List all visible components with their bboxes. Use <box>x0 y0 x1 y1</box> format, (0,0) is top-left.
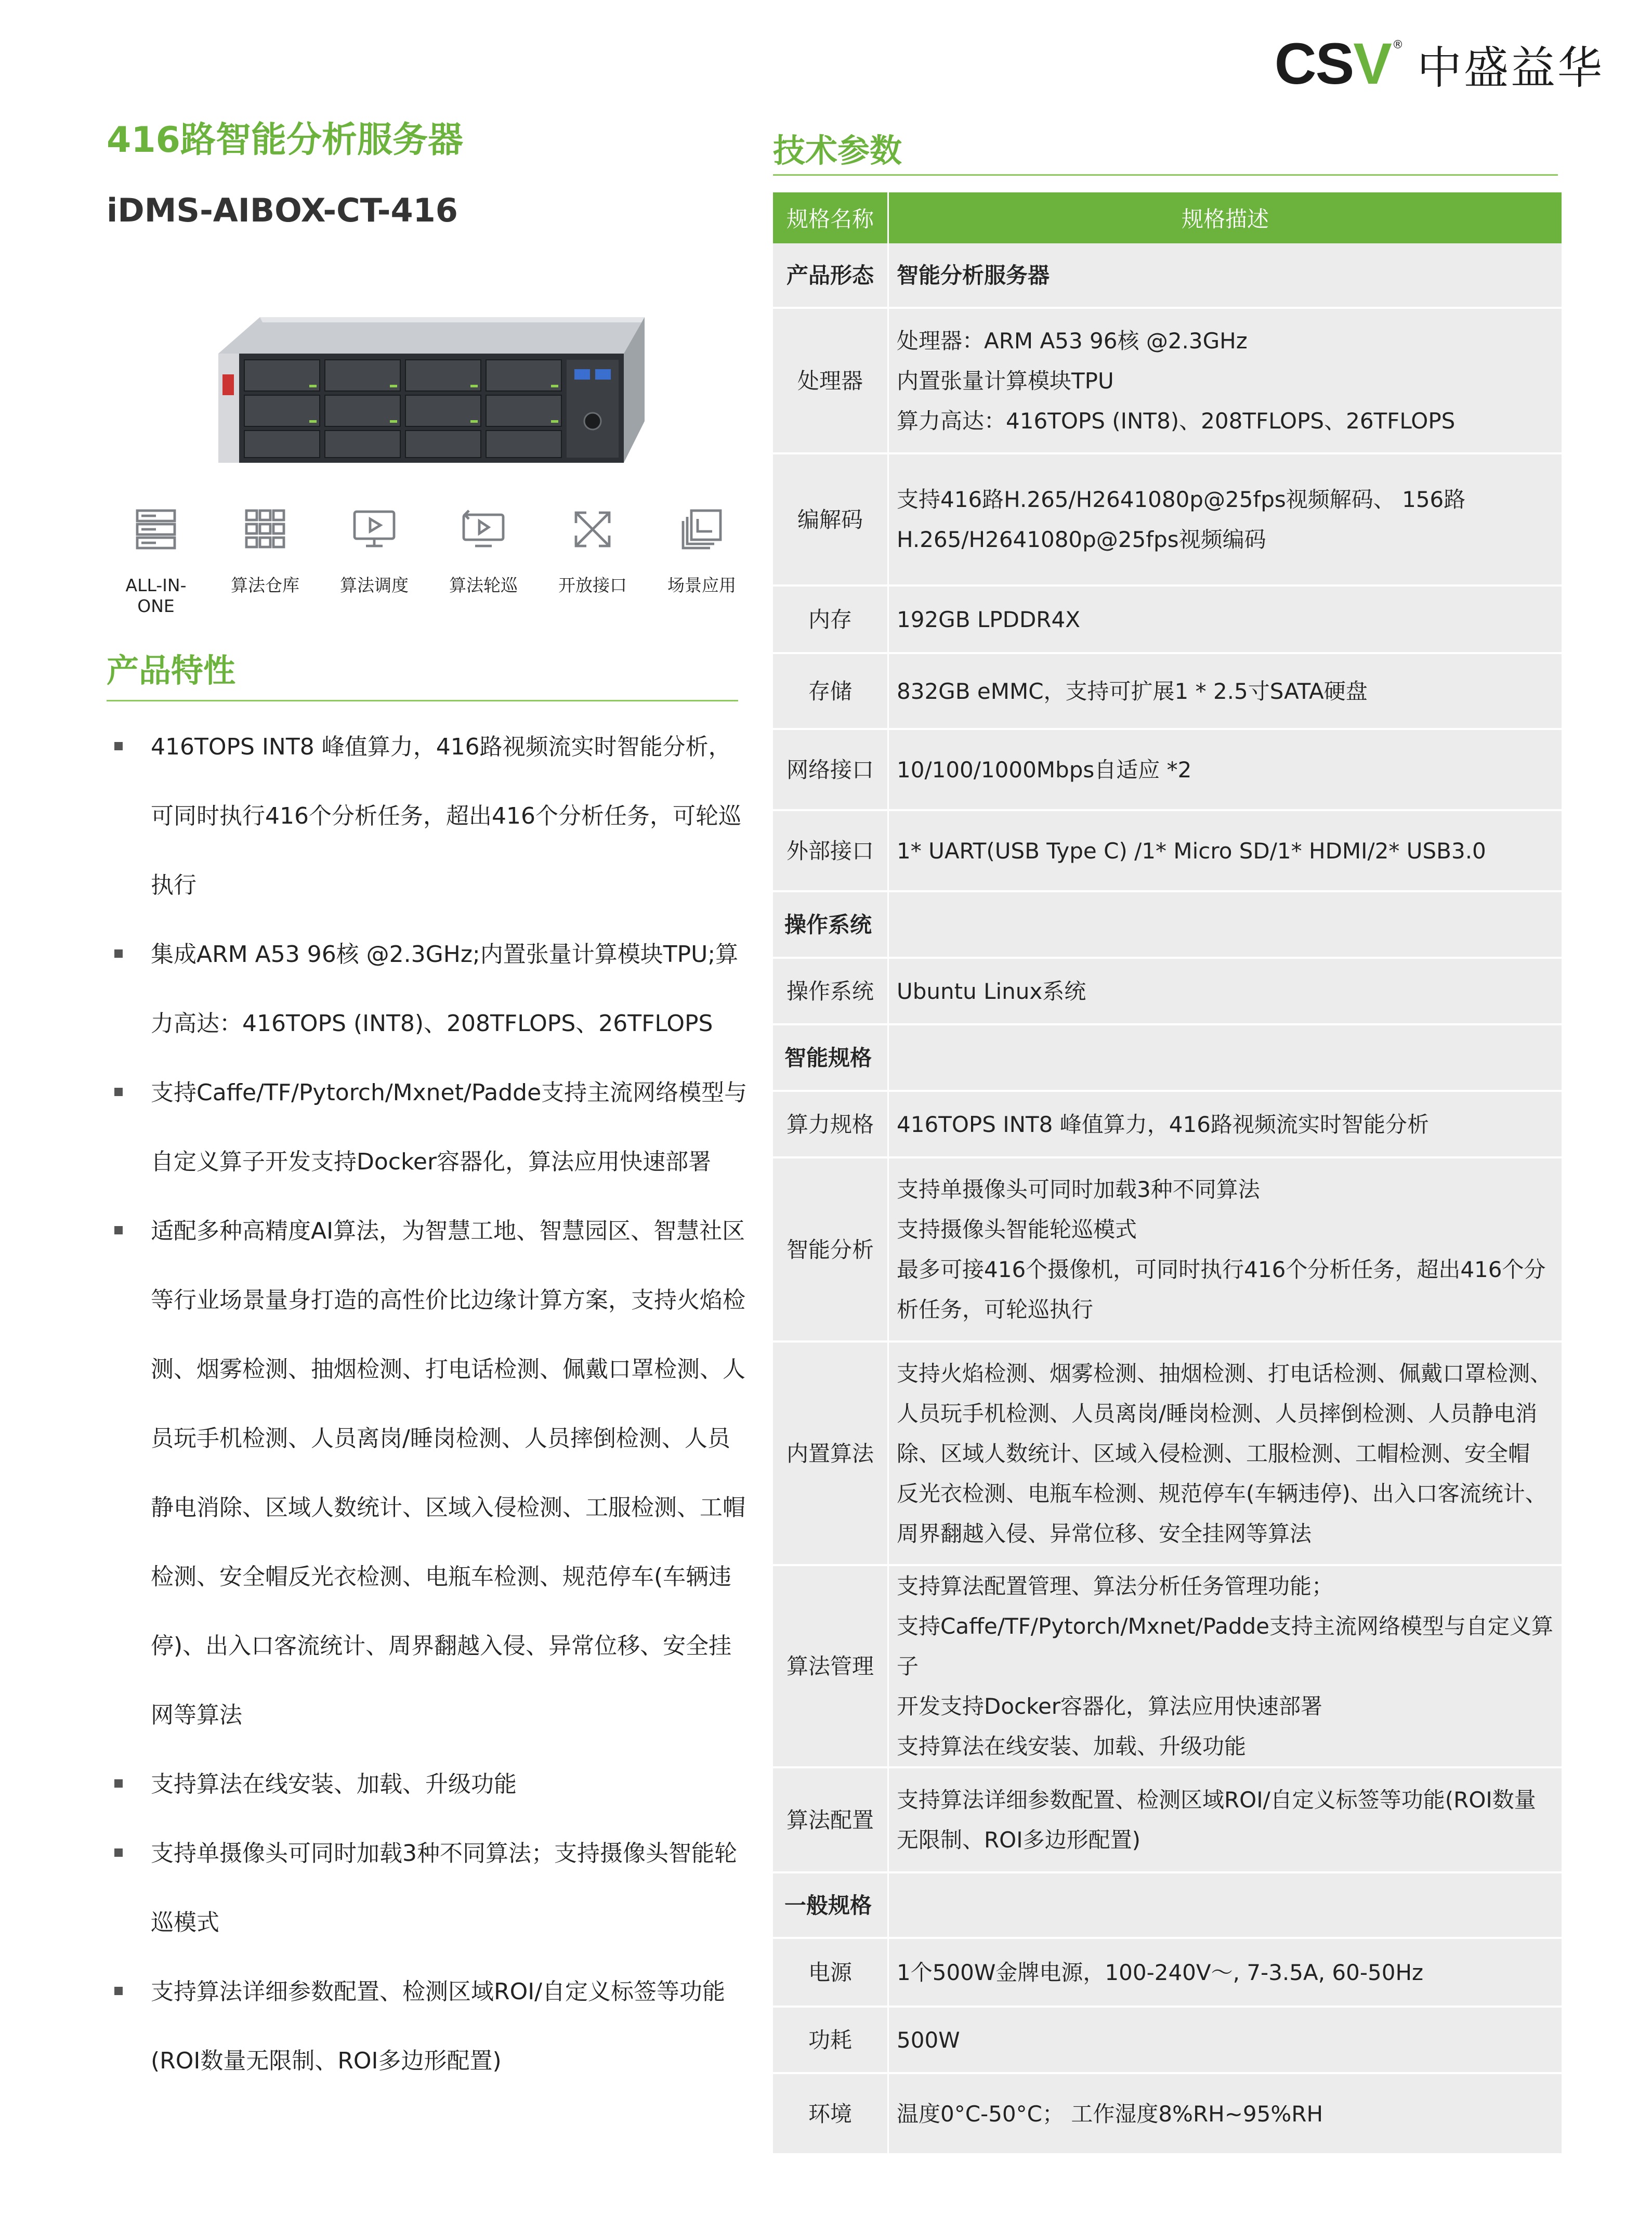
spec-value-line: 温度0°C-50°C； 工作湿度8%RH~95%RH <box>897 2101 1323 2127</box>
spec-name: 操作系统 <box>773 891 888 958</box>
spec-header-desc: 规格描述 <box>888 192 1563 243</box>
spec-table <box>773 192 1563 2155</box>
logo-mark: CSV <box>1274 31 1391 96</box>
icon-cell-all-in-one <box>101 504 211 617</box>
icon-cell-algorithm-schedule <box>320 504 429 617</box>
monitor-play-icon <box>349 504 399 554</box>
spec-row <box>773 958 1563 1024</box>
spec-value <box>888 1342 1563 1565</box>
spec-value-line: 支持算法在线安装、加载、升级功能 <box>897 1734 1247 1759</box>
spec-value <box>888 308 1563 453</box>
brand-logo <box>1275 30 1604 97</box>
layers-icon <box>677 504 727 554</box>
spec-name: 操作系统 <box>773 958 888 1024</box>
spec-value <box>888 1091 1563 1157</box>
spec-value-line: 416TOPS INT8 峰值算力，416路视频流实时智能分析 <box>897 1111 1429 1137</box>
feature-icons <box>101 504 756 617</box>
spec-name: 内存 <box>773 585 888 653</box>
spec-row <box>773 1938 1563 2007</box>
feature-item: 支持单摄像头可同时加载3种不同算法；支持摄像头智能轮巡模式 <box>109 1819 749 1957</box>
spec-row <box>773 2007 1563 2073</box>
spec-value <box>888 585 1563 653</box>
spec-name: 电源 <box>773 1938 888 2007</box>
rotate-monitor-icon <box>458 504 508 554</box>
spec-value-line: 支持单摄像头可同时加载3种不同算法 <box>897 1177 1260 1202</box>
logo-name: 中盛益华 <box>1417 42 1604 94</box>
spec-name: 功耗 <box>773 2007 888 2073</box>
icon-label: 算法仓库 <box>231 575 299 595</box>
icon-cell-scene-application <box>647 504 756 617</box>
spec-category-row <box>773 1024 1563 1091</box>
spec-name: 处理器 <box>773 308 888 453</box>
spec-value-line: 支持摄像头智能轮巡模式 <box>897 1217 1137 1242</box>
feature-item: 支持算法详细参数配置、检测区域ROI/自定义标签等功能(ROI数量无限制、ROI多边形配置) <box>109 1957 749 2095</box>
grid-icon <box>240 504 290 554</box>
spec-value-line: 500W <box>897 2027 960 2053</box>
spec-name: 内置算法 <box>773 1342 888 1565</box>
spec-value-line: 周界翻越入侵、异常位移、安全挂网等算法 <box>897 1520 1312 1546</box>
feature-item: 集成ARM A53 96核 @2.3GHz;内置张量计算模块TPU;算力高达：416TOPS (INT8)、208TFLOPS、26TFLOPS <box>109 920 749 1058</box>
spec-value <box>888 453 1563 585</box>
spec-value-line: 人员玩手机检测、人员离岗/睡岗检测、人员摔倒检测、人员静电消 <box>897 1400 1538 1426</box>
spec-value-line: 支持416路H.265/H2641080p@25fps视频解码、 156路 <box>897 487 1466 512</box>
spec-row <box>773 1767 1563 1872</box>
spec-category-row <box>773 891 1563 958</box>
spec-row <box>773 1565 1563 1767</box>
spec-value-line: 内置张量计算模块TPU <box>897 368 1114 394</box>
feature-item: 支持算法在线安装、加载、升级功能 <box>109 1750 749 1819</box>
expand-arrows-icon <box>568 504 618 554</box>
spec-value <box>888 2007 1563 2073</box>
spec-header-name: 规格名称 <box>773 192 888 243</box>
spec-value <box>888 243 1563 308</box>
spec-value-line: 1* UART(USB Type C) /1* Micro SD/1* HDMI/2* USB3.0 <box>897 838 1486 864</box>
spec-value <box>888 1767 1563 1872</box>
spec-value-line: 支持Caffe/TF/Pytorch/Mxnet/Padde支持主流网络模型与自定义算子 <box>897 1613 1554 1679</box>
spec-row <box>773 729 1563 810</box>
spec-value-line: 10/100/1000Mbps自适应 *2 <box>897 757 1192 783</box>
icon-label: 开放接口 <box>558 575 627 595</box>
spec-name: 存储 <box>773 653 888 729</box>
spec-name: 算法管理 <box>773 1565 888 1767</box>
spec-row <box>773 453 1563 585</box>
spec-name: 网络接口 <box>773 729 888 810</box>
spec-name: 产品形态 <box>773 243 888 308</box>
spec-value-line: 支持火焰检测、烟雾检测、抽烟检测、打电话检测、佩戴口罩检测、 <box>897 1360 1552 1386</box>
features-heading: 产品特性 <box>107 652 236 689</box>
spec-name: 算力规格 <box>773 1091 888 1157</box>
spec-row <box>773 243 1563 308</box>
icon-label: 算法轮巡 <box>449 575 518 595</box>
spec-row <box>773 308 1563 453</box>
spec-name: 外部接口 <box>773 810 888 891</box>
icon-label: 算法调度 <box>340 575 409 595</box>
spec-value-line: 1个500W金牌电源，100-240V～, 7-3.5A, 60-50Hz <box>897 1959 1424 1985</box>
spec-value <box>888 810 1563 891</box>
spec-value <box>888 2073 1563 2154</box>
spec-name: 编解码 <box>773 453 888 585</box>
spec-value <box>888 1938 1563 2007</box>
spec-value <box>888 1157 1563 1342</box>
icon-cell-open-interface <box>538 504 647 617</box>
product-model: iDMS-AIBOX-CT-416 <box>107 191 458 229</box>
spec-row <box>773 1091 1563 1157</box>
spec-value-line: 最多可接416个摄像机，可同时执行416个分析任务，超出416个分 <box>897 1257 1546 1282</box>
spec-name: 智能规格 <box>773 1024 888 1091</box>
feature-item: 416TOPS INT8 峰值算力，416路视频流实时智能分析，可同时执行416个分析任务，超出416个分析任务，可轮巡执行 <box>109 712 749 920</box>
spec-value <box>888 653 1563 729</box>
spec-value-line: Ubuntu Linux系统 <box>897 978 1086 1004</box>
spec-table-body <box>773 243 1563 2154</box>
spec-category-row <box>773 1872 1563 1938</box>
product-title: 416路智能分析服务器 <box>107 120 463 161</box>
spec-row <box>773 2073 1563 2154</box>
spec-value <box>888 1872 1563 1938</box>
specs-divider <box>773 174 1558 176</box>
spec-row <box>773 1342 1563 1565</box>
spec-value-line: 支持算法配置管理、算法分析任务管理功能； <box>897 1573 1334 1599</box>
spec-value-line: 反光衣检测、电瓶车检测、规范停车(车辆违停)、出入口客流统计、 <box>897 1480 1547 1506</box>
spec-name: 环境 <box>773 2073 888 2154</box>
server-image <box>198 312 655 468</box>
spec-name: 智能分析 <box>773 1157 888 1342</box>
spec-value-line: 192GB LPDDR4X <box>897 606 1080 632</box>
product-header <box>107 114 741 234</box>
spec-value-line: 处理器：ARM A53 96核 @2.3GHz <box>897 328 1248 354</box>
icon-label: 场景应用 <box>667 575 736 595</box>
feature-item: 支持Caffe/TF/Pytorch/Mxnet/Padde支持主流网络模型与自定义算子开发支持Docker容器化，算法应用快速部署 <box>109 1058 749 1196</box>
spec-value-line: 析任务，可轮巡执行 <box>897 1297 1094 1322</box>
spec-table-header <box>773 192 1563 243</box>
spec-value <box>888 958 1563 1024</box>
spec-row <box>773 653 1563 729</box>
spec-value-line: 除、区域人数统计、区域入侵检测、工服检测、工帽检测、安全帽 <box>897 1440 1530 1466</box>
spec-value <box>888 729 1563 810</box>
server-stack-icon <box>131 504 181 554</box>
features-list <box>109 712 749 2095</box>
feature-item: 适配多种高精度AI算法，为智慧工地、智慧园区、智慧社区等行业场景量身打造的高性价比边缘计算方案，支持火焰检测、烟雾检测、抽烟检测、打电话检测、佩戴口罩检测、人员玩手机检测、人员离岗/睡岗检测、人员摔倒检测、人员静电消除、区域人数统计、区域入侵检测、工服检测、工帽检测、安全帽反光衣检测、电瓶车检测、规范停车(车辆违停)、出入口客流统计、周界翻越入侵、异常位移、安全挂网等算法 <box>109 1196 749 1750</box>
icon-cell-algorithm-patrol <box>429 504 538 617</box>
spec-value <box>888 1565 1563 1767</box>
spec-row <box>773 810 1563 891</box>
spec-value-line: 无限制、ROI多边形配置) <box>897 1827 1141 1853</box>
spec-value <box>888 1024 1563 1091</box>
features-divider <box>107 700 738 701</box>
spec-row <box>773 585 1563 653</box>
spec-value-line: 支持算法详细参数配置、检测区域ROI/自定义标签等功能(ROI数量 <box>897 1787 1536 1813</box>
spec-value-line: 开发支持Docker容器化，算法应用快速部署 <box>897 1694 1323 1719</box>
spec-value-line: H.265/H2641080p@25fps视频编码 <box>897 527 1266 552</box>
spec-value-line: 832GB eMMC，支持可扩展1 * 2.5寸SATA硬盘 <box>897 678 1368 704</box>
icon-cell-algorithm-store <box>211 504 320 617</box>
logo-registered: ® <box>1392 38 1404 51</box>
spec-value-line: 算力高达：416TOPS (INT8)、208TFLOPS、26TFLOPS <box>897 408 1456 434</box>
spec-value <box>888 891 1563 958</box>
icon-label: ALL-IN-ONE <box>125 575 187 616</box>
spec-row <box>773 1157 1563 1342</box>
specs-heading: 技术参数 <box>773 132 902 170</box>
spec-name: 一般规格 <box>773 1872 888 1938</box>
spec-value-line: 智能分析服务器 <box>897 262 1050 288</box>
spec-name: 算法配置 <box>773 1767 888 1872</box>
